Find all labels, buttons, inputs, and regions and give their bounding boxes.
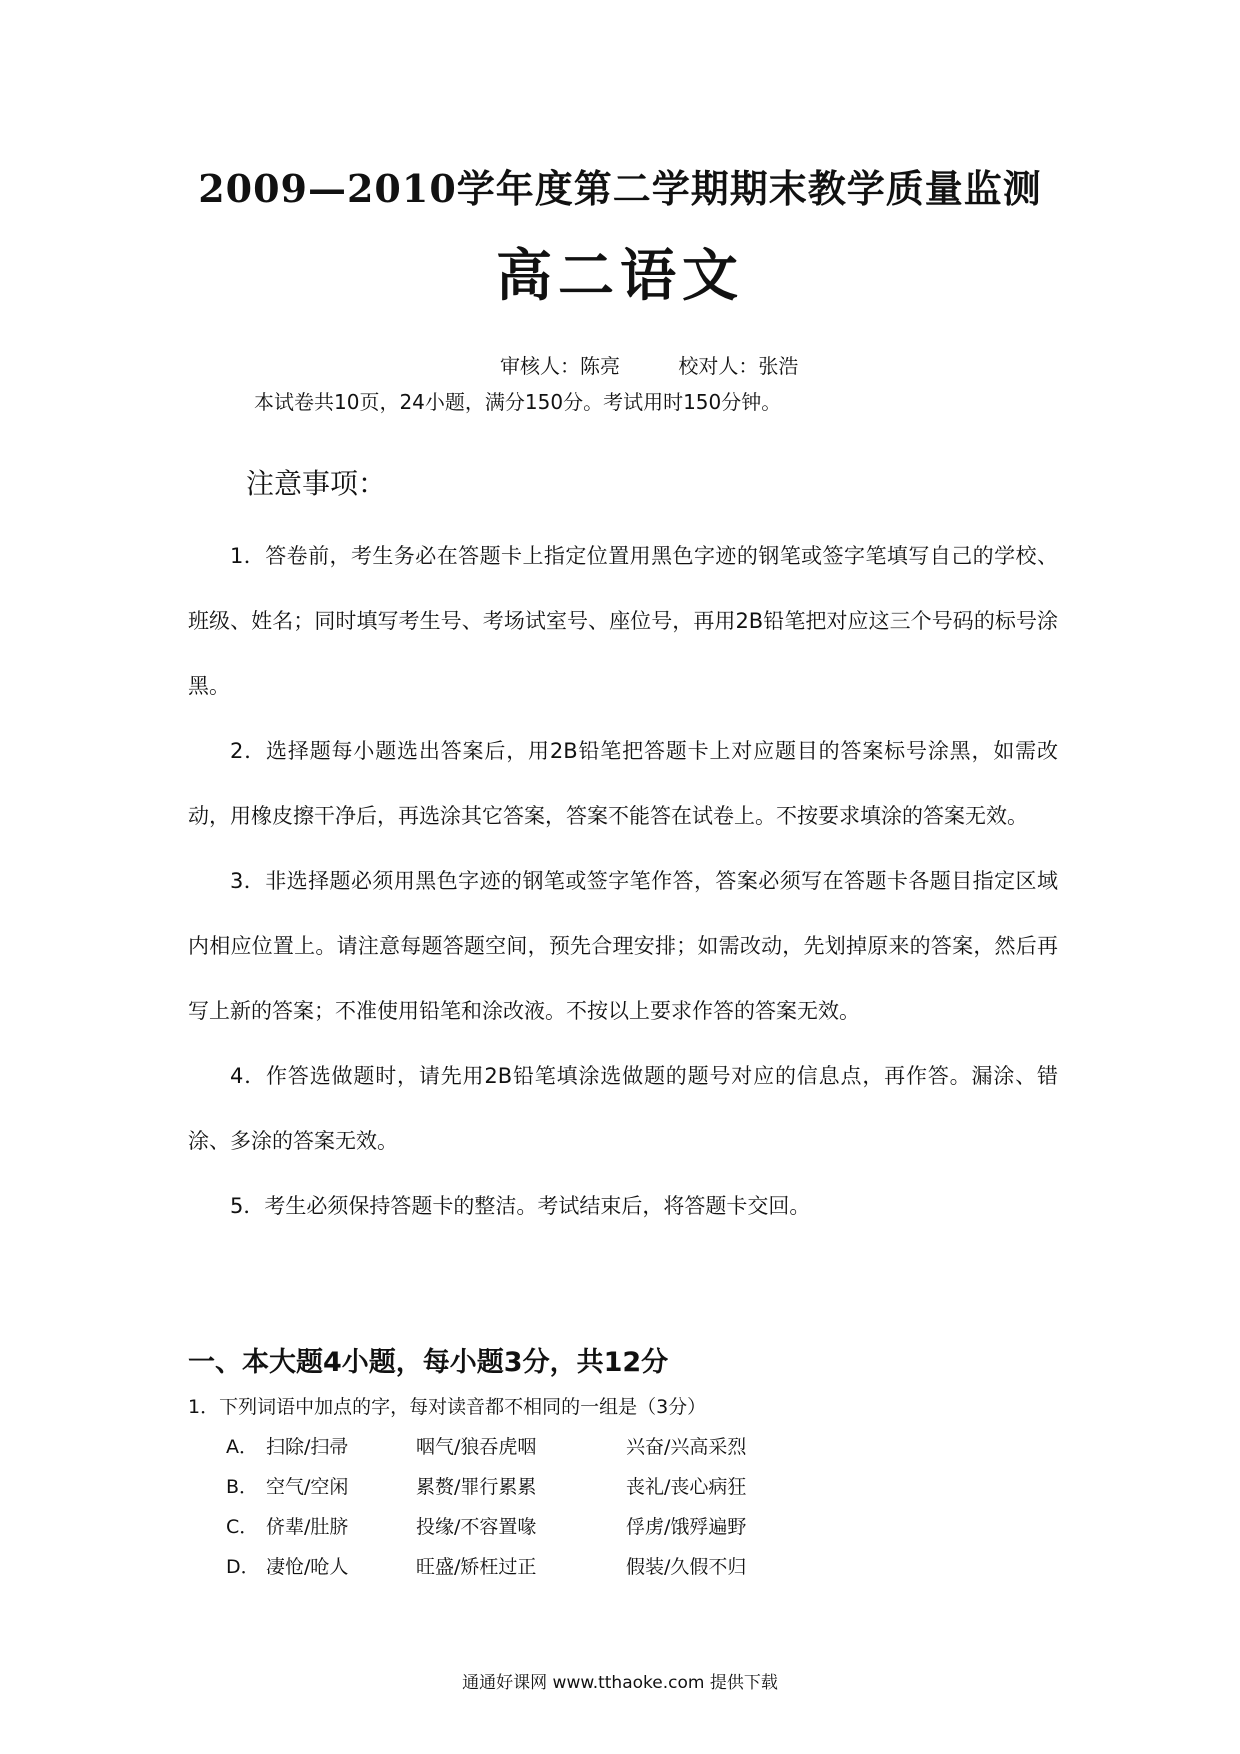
- option-word-pair: 侪辈/肚脐: [266, 1516, 349, 1538]
- staff-line: [500, 350, 798, 379]
- exam-title: 2009—2010学年度第二学期期末教学质量监测: [198, 166, 1042, 211]
- option-letter: D．: [226, 1556, 260, 1578]
- option-word-pair: 空气/空闲: [266, 1476, 349, 1498]
- option-word-pair: 丧礼/丧心病狂: [626, 1476, 747, 1498]
- exam-summary: 本试卷共10页，24小题，满分150分。考试用时150分钟。: [254, 390, 782, 414]
- option-b: [226, 1472, 826, 1506]
- notice-heading: 注意事项：: [246, 467, 387, 500]
- option-word-pair: 兴奋/兴高采烈: [626, 1436, 747, 1458]
- notice-list: [188, 524, 1058, 1239]
- question-1-stem: 1．下列词语中加点的字，每对读音都不相同的一组是（3分）: [188, 1396, 707, 1418]
- option-word-pair: 累赘/罪行累累: [416, 1476, 537, 1498]
- option-word-pair: 旺盛/矫枉过正: [416, 1556, 537, 1578]
- notice-item-5: 5．考生必须保持答题卡的整洁。考试结束后，将答题卡交回。: [230, 1194, 811, 1218]
- option-d: [226, 1552, 826, 1586]
- option-word-pair: 扫除/扫帚: [266, 1436, 349, 1458]
- option-word-pair: 俘虏/饿殍遍野: [626, 1516, 747, 1538]
- option-word-pair: 凄怆/呛人: [266, 1556, 349, 1578]
- option-c: [226, 1512, 826, 1546]
- option-letter: C．: [226, 1516, 259, 1538]
- footer-source: 通通好课网 www.tthaoke.com 提供下载: [462, 1673, 778, 1693]
- subject-title: 高二语文: [496, 243, 744, 309]
- proofreader: 校对人：张浩: [678, 354, 799, 378]
- option-letter: B．: [226, 1476, 259, 1498]
- notice-item-1: 1．答卷前，考生务必在答题卡上指定位置用黑色字迹的钢笔或签字笔填写自己的学校、班级、姓名；同时填写考生号、考场试室号、座位号，再用2B铅笔把对应这三个号码的标号涂黑。: [188, 544, 1058, 698]
- option-letter: A．: [226, 1436, 258, 1458]
- option-a: [226, 1432, 826, 1466]
- notice-item-3: 3．非选择题必须用黑色字迹的钢笔或签字笔作答，答案必须写在答题卡各题目指定区域内相应位置上。请注意每题答题空间，预先合理安排；如需改动，先划掉原来的答案，然后再写上新的答案；不准使用铅笔和涂改液。不按以上要求作答的答案无效。: [188, 869, 1058, 1023]
- option-word-pair: 投缘/不容置喙: [416, 1516, 537, 1538]
- section-heading: 一、本大题4小题，每小题3分，共12分: [188, 1347, 669, 1378]
- option-word-pair: 假装/久假不归: [626, 1556, 747, 1578]
- option-word-pair: 咽气/狼吞虎咽: [416, 1436, 537, 1458]
- notice-item-2: 2．选择题每小题选出答案后，用2B铅笔把答题卡上对应题目的答案标号涂黑，如需改动，用橡皮擦干净后，再选涂其它答案，答案不能答在试卷上。不按要求填涂的答案无效。: [188, 739, 1058, 828]
- notice-item-4: 4．作答选做题时，请先用2B铅笔填涂选做题的题号对应的信息点，再作答。漏涂、错涂、多涂的答案无效。: [188, 1064, 1058, 1153]
- reviewer: 审核人：陈亮: [500, 354, 620, 378]
